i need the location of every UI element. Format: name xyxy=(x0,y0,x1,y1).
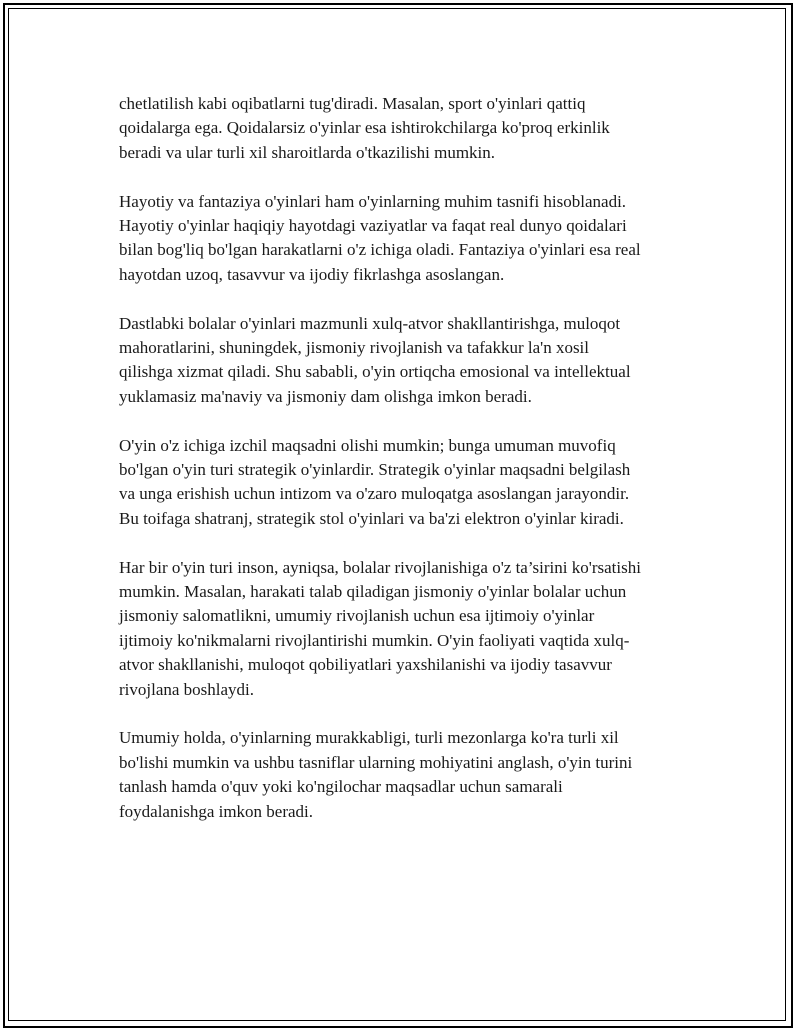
paragraph-1: chetlatilish kabi oqibatlarni tug'diradi. Masalan, sport o'yinlari qattiq qoidalarga ega. Qoidalarsiz o'yinlar esa ishtirokchilarga ko'proq erkinlik beradi va ular turli xil sharoitlarda o'tkazilishi mumkin. xyxy=(119,94,610,162)
document-body xyxy=(119,92,699,849)
paragraph-4: O'yin o'z ichiga izchil maqsadni olishi mumkin; bunga umuman muvofiq bo'lgan o'yin turi strategik o'yinlardir. Strategik o'yinlar maqsadni belgilash va unga erishish uchun intizom va o'zaro muloqatga asoslangan jarayondir. Bu toifaga shatranj, strategik stol o'yinlari va ba'zi elektron o'yinlar kiradi. xyxy=(119,435,631,528)
paragraph-2: Hayotiy va fantaziya o'yinlari ham o'yinlarning muhim tasnifi hisoblanadi. Hayotiy o'yinlar haqiqiy hayotdagi vaziyatlar va faqat real dunyo qoidalari bilan bog'liq bo'lgan harakatlarni o'z ichiga oladi. Fantaziya o'yinlari esa real hayotdan uzoq, tasavvur va ijodiy fikrlashga asoslangan. xyxy=(119,191,641,284)
paragraph-3: Dastlabki bolalar o'yinlari mazmunli xulq-atvor shakllantirishga, muloqot mahoratlarini, shuningdek, jismoniy rivojlanish va tafakkur la'n xosil qilishga xizmat qiladi. Shu sababli, o'yin ortiqcha emosional va intellektual yuklamasiz ma'naviy va jismoniy dam olishga imkon beradi. xyxy=(119,313,631,406)
paragraph-6: Umumiy holda, o'yinlarning murakkabligi, turli mezonlarga ko'ra turli xil bo'lishi mumkin va ushbu tasniflar ularning mohiyatini anglash, o'yin turini tanlash hamda o'quv yoki ko'ngilochar maqsadlar uchun samarali foydalanishga imkon beradi. xyxy=(119,728,633,821)
paragraph-5: Har bir o'yin turi inson, ayniqsa, bolalar rivojlanishiga o'z ta’sirini ko'rsatishi mumkin. Masalan, harakati talab qiladigan jismoniy o'yinlar bolalar uchun jismoniy salomatlikni, umumiy rivojlanish uchun esa ijtimoiy o'yinlar ijtimoiy ko'nikmalarni rivojlantirishi mumkin. O'yin faoliyati vaqtida xulq- atvor shakllanishi, muloqot qobiliyatlari yaxshilanishi va ijodiy tasavvur rivojlana boshlaydi. xyxy=(119,557,641,699)
